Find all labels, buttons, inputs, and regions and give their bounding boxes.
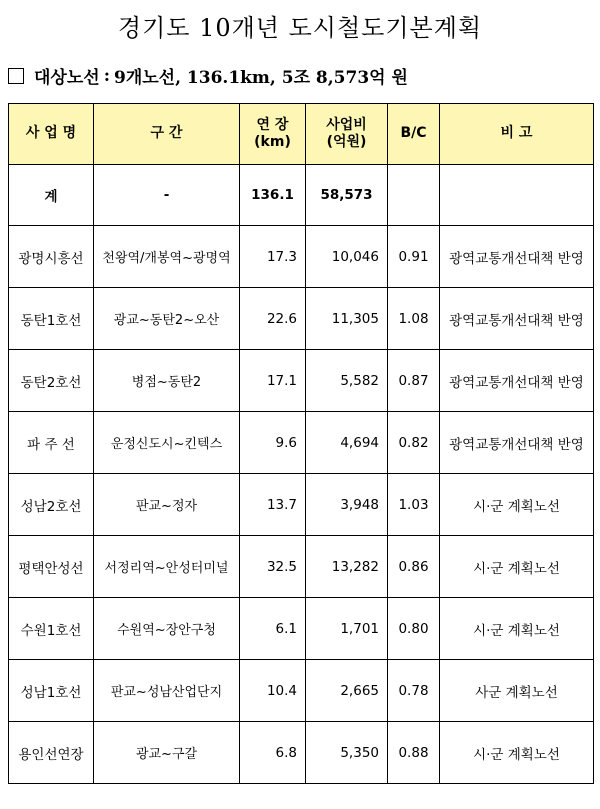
- row-bc: 0.80: [388, 598, 440, 660]
- row-name: 동탄2호선: [9, 350, 94, 412]
- row-section: 판교~성남산업단지: [94, 660, 240, 722]
- row-note: 시·군 계획노선: [440, 722, 594, 784]
- row-cost: 11,305: [306, 288, 388, 350]
- row-name: 성남1호선: [9, 660, 94, 722]
- summary-text: 9개노선, 136.1km, 5조 8,573억 원: [113, 68, 408, 88]
- table-row: [9, 660, 594, 722]
- header-note: 비 고: [440, 104, 594, 165]
- row-bc: 0.78: [388, 660, 440, 722]
- row-section: 광교~동탄2~오산: [94, 288, 240, 350]
- total-length: 136.1: [240, 165, 306, 226]
- row-name: 성남2호선: [9, 474, 94, 536]
- table-row: [9, 536, 594, 598]
- header-length-label: 연 장: [256, 116, 289, 133]
- page-title: 경기도 10개년 도시철도기본계획: [117, 14, 483, 42]
- row-length: 6.8: [240, 722, 306, 784]
- row-note: 시·군 계획노선: [440, 536, 594, 598]
- row-section: 판교~정자: [94, 474, 240, 536]
- row-length: 10.4: [240, 660, 306, 722]
- row-name: 동탄1호선: [9, 288, 94, 350]
- row-note: 광역교통개선대책 반영: [440, 412, 594, 474]
- row-bc: 0.91: [388, 226, 440, 288]
- total-name: 계: [9, 165, 94, 226]
- header-cost-unit: (억원): [326, 134, 367, 150]
- row-name: 평택안성선: [9, 536, 94, 598]
- header-length-unit: (km): [254, 134, 291, 150]
- row-bc: 0.88: [388, 722, 440, 784]
- row-cost: 3,948: [306, 474, 388, 536]
- row-length: 32.5: [240, 536, 306, 598]
- row-name: 파 주 선: [9, 412, 94, 474]
- row-note: 광역교통개선대책 반영: [440, 226, 594, 288]
- row-length: 9.6: [240, 412, 306, 474]
- rail-plan-table: [8, 103, 594, 784]
- row-cost: 1,701: [306, 598, 388, 660]
- row-cost: 5,582: [306, 350, 388, 412]
- total-bc: [388, 165, 440, 226]
- table-row: [9, 226, 594, 288]
- header-section: 구 간: [94, 104, 240, 165]
- row-name: 광명시흥선: [9, 226, 94, 288]
- row-section: 서정리역~안성터미널: [94, 536, 240, 598]
- row-cost: 5,350: [306, 722, 388, 784]
- row-note: 광역교통개선대책 반영: [440, 350, 594, 412]
- row-length: 22.6: [240, 288, 306, 350]
- row-bc: 1.03: [388, 474, 440, 536]
- row-name: 용인선연장: [9, 722, 94, 784]
- row-section: 천왕역/개봉역~광명역: [94, 226, 240, 288]
- row-name: 수원1호선: [9, 598, 94, 660]
- table-total-row: [9, 165, 594, 226]
- table-row: [9, 288, 594, 350]
- row-section: 병점~동탄2: [94, 350, 240, 412]
- header-cost-label: 사업비: [326, 116, 367, 133]
- table-row: [9, 350, 594, 412]
- row-bc: 0.86: [388, 536, 440, 598]
- summary-colon: :: [103, 65, 110, 86]
- table-row: [9, 412, 594, 474]
- table-header-row: [9, 104, 594, 165]
- table-row: [9, 474, 594, 536]
- row-length: 17.1: [240, 350, 306, 412]
- row-length: 17.3: [240, 226, 306, 288]
- summary-label: 대상노선: [34, 68, 100, 88]
- row-bc: 0.82: [388, 412, 440, 474]
- header-bc: B/C: [388, 104, 440, 165]
- total-section: -: [94, 165, 240, 226]
- summary-line: [8, 63, 408, 88]
- row-note: 광역교통개선대책 반영: [440, 288, 594, 350]
- row-section: 광교~구갈: [94, 722, 240, 784]
- row-section: 운정신도시~킨텍스: [94, 412, 240, 474]
- total-note: [440, 165, 594, 226]
- checkbox-square-icon: [8, 68, 24, 84]
- header-name: 사 업 명: [9, 104, 94, 165]
- row-bc: 0.87: [388, 350, 440, 412]
- row-cost: 4,694: [306, 412, 388, 474]
- row-cost: 10,046: [306, 226, 388, 288]
- row-cost: 2,665: [306, 660, 388, 722]
- header-cost: [306, 104, 388, 165]
- row-cost: 13,282: [306, 536, 388, 598]
- row-length: 6.1: [240, 598, 306, 660]
- row-note: 시·군 계획노선: [440, 474, 594, 536]
- header-length: [240, 104, 306, 165]
- row-note: 사군 계획노선: [440, 660, 594, 722]
- table-row: [9, 722, 594, 784]
- total-cost: 58,573: [306, 165, 388, 226]
- row-length: 13.7: [240, 474, 306, 536]
- row-note: 시·군 계획노선: [440, 598, 594, 660]
- row-bc: 1.08: [388, 288, 440, 350]
- row-section: 수원역~장안구청: [94, 598, 240, 660]
- table-row: [9, 598, 594, 660]
